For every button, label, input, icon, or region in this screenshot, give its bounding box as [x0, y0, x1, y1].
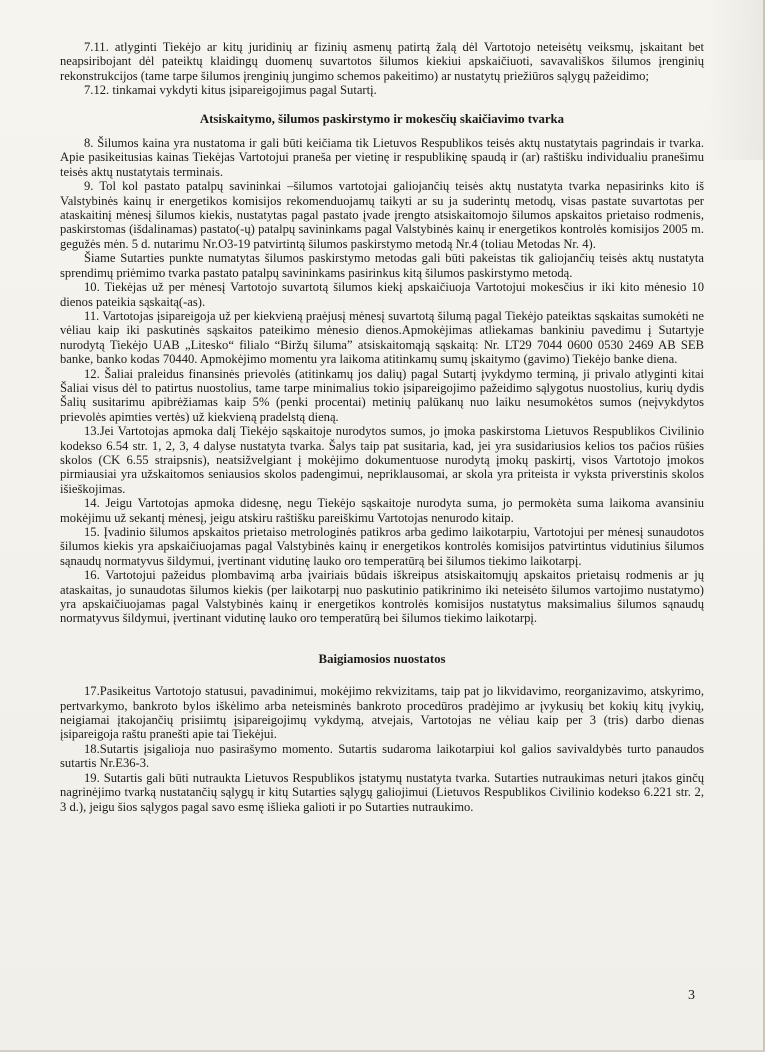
paragraph-19: 19. Sutartis gali būti nutraukta Lietuvos Respublikos įstatymų nustatyta tvarka. Sutarties nutraukimas neturi įtakos ginčų nagrinėjimo tvarką nustatančių sąlygų ir kitų Sutarties sąlygų galiojimui (Lietuvos Respublikos Civilinio kodekso 6.221 str. 2, 3 d.), jeigu šios sąlygos pagal savo esmę išlieka galioti ir po Sutarties nutraukimo. — [60, 770, 704, 814]
paragraph-18: 18.Sutartis įsigalioja nuo pasirašymo momento. Sutartis sudaroma laikotarpiui kol galios savivaldybės turto panaudos sutartis Nr.E36-3. — [60, 741, 704, 771]
paragraph-9-note: Šiame Sutarties punkte numatytas šilumos paskirstymo metodas gali būti pakeistas tik galiojančių teisės aktų nustatyta sprendimų priėmimo tvarka pastato patalpų savininkams pasirinkus kitą šilumos paskirstymo metodą. — [60, 251, 704, 280]
paragraph-12: 12. Šaliai praleidus finansinės prievolės (atitinkamų jos dalių) pagal Sutartį įvykdymo terminą, ji privalo atlyginti kitai Šaliai visus dėl to patirtus nuostolius, tame tarpe minimalius tokio įsipareigojimo pažeidimo sąlygotus nuostolius, kurių dydis Šalių susitarimu apibrėžiamas kaip 5% (penki procentai) metinių palūkanų nuo laiku nesumokėtos sumos (neįvykdytos prievolės apimties vertės) už kiekvieną pradelstą dieną. — [60, 366, 704, 424]
page-number: 3 — [688, 988, 695, 1003]
page-edge-shadow — [709, 0, 763, 160]
paragraph-17: 17.Pasikeitus Vartotojo statusui, pavadinimui, mokėjimo rekvizitams, taip pat jo likvidavimo, reorganizavimo, atskyrimo, pertvarkymo, bankroto bylos iškėlimo arba neteisminės bankroto procedūros pradėjimo ar įvykusių bet kokių kitų įvykių, neigiamai įtakojančių prisiimtų įsipareigojimų vykdymą, atvejais, Vartotojas ne vėliau kaip per 3 (tris) darbo dienas įsipareigoja raštu pranešti apie tai Tiekėjui. — [60, 684, 704, 742]
paragraph-14: 14. Jeigu Vartotojas apmoka didesnę, negu Tiekėjo sąskaitoje nurodyta suma, jo permokėta suma laikoma avansiniu mokėjimu už sekantį mėnesį, jeigu atskiru raštišku pareiškimu Vartotojas nenurodo kitaip. — [60, 496, 704, 525]
document-body — [60, 40, 704, 814]
paragraph-10: 10. Tiekėjas už per mėnesį Vartotojo suvartotą šilumos kiekį apskaičiuoja Vartotojui mokesčius ir iki kito mėnesio 10 dienos pateikia sąskaitą(-as). — [60, 280, 704, 309]
section-heading-settlement: Atsiskaitymo, šilumos paskirstymo ir mokesčių skaičiavimo tvarka — [199, 111, 565, 126]
paragraph-7-11: 7.11. atlyginti Tiekėjo ar kitų juridinių ar fizinių asmenų patirtą žalą dėl Vartotojo neteisėtų veiksmų, įskaitant bet neapsiribojant dėl pateiktų klaidingų duomenų suvartotos šilumos kiekiui apskaičiuoti, savavališkos šilumos įrenginių rekonstrukcijos (tame tarpe šilumos įrenginių jungimo schemos pakeitimo) ar nustatytų priežiūros sąlygų pažeidimo; — [60, 40, 704, 83]
paragraph-15: 15. Įvadinio šilumos apskaitos prietaiso metrologinės patikros arba gedimo laikotarpiu, Vartotojui per mėnesį sunaudotos šilumos kiekis yra apskaičiuojamas pagal Valstybinės kainų ir energetikos kontrolės komisijos patvirtintus vidutinius šilumos sąnaudų normatyvus šildymui, įvertinant vidutinę lauko oro temperatūrą bei šilumos tiekimo laikotarpį. — [60, 525, 704, 568]
paragraph-16: 16. Vartotojui pažeidus plombavimą arba įvairiais būdais iškreipus atsiskaitomųjų apskaitos prietaisų rodmenis ar jų ataskaitas, jo sunaudotas šilumos kiekis (per laikotarpį nuo paskutinio patikrinimo iki neteisėto šilumos vartojimo nustatymo) yra apskaičiuojamas pagal Valstybinės kainų ir energetikos kontrolės komisijos nustatytus maksimalius šilumos sąnaudų normatyvus šildymui, įvertinant vidutinę lauko oro temperatūrą bei šilumos tiekimo laikotarpį. — [60, 568, 704, 626]
paragraph-7-12: 7.12. tinkamai vykdyti kitus įsipareigojimus pagal Sutartį. — [84, 83, 377, 98]
paragraph-11: 11. Vartotojas įsipareigoja už per kiekvieną praėjusį mėnesį suvartotą šilumą pagal Tiekėjo pateiktas sąskaitas sumokėti ne vėliau kaip iki paskutinės sąskaitos pateikimo mėnesio dienos.Apmokėjimas atliekamas bankiniu pavedimu į Sutartyje nurodytą Tiekėjo UAB „Litesko“ filialo “Biržų šiluma” atsiskaitomąją sąskaitą: Nr. LT29 7044 0600 0530 2469 AB SEB banke, banko kodas 70440. Apmokėjimo momentu yra laikoma atitinkamų sumų įskaitymo (gavimo) Tiekėjo banke diena. — [60, 308, 704, 367]
paragraph-9: 9. Tol kol pastato patalpų savininkai –šilumos vartotojai galiojančių teisės aktų nustatyta tvarka nepasirinks kito iš Valstybinės kainų ir energetikos komisijos rekomenduojamų taikyti ar su ja suderintų metodų, visas pastate suvartotas per ataskaitinį mėnesį šilumos kiekis, nustatytas pagal pastato įvade įrengto atsiskaitomojo šilumos apskaitos prietaiso rodmenis, paskirstomas (išdalinamas) pastato(-ų) patalpų savininkams pagal Valstybinės kainų ir energetikos kontrolės komisijos 2005 m. gegužės mėn. 5 d. nutarimu Nr.O3-19 patvirtintą šilumos paskirstymo metodą Nr.4 (toliau Metodas Nr. 4). — [60, 179, 704, 251]
paragraph-13: 13.Jei Vartotojas apmoka dalį Tiekėjo sąskaitoje nurodytos sumos, jo įmoka paskirstoma Lietuvos Respublikos Civilinio kodekso 6.54 str. 1, 2, 3, 4 dalyse nustatyta tvarka. Šalys taip pat susitaria, kad, jei yra susidariusios kelios tos pačios rūšies skolos (CK 6.55 straipsnis), neatsižvelgiant į mokėjimo dokumentuose nurodytą įmokų paskirtį, visos Vartotojo įmokos pirmiausiai yra užskaitomos seniausios skolos padengimui, nepriklausomai, ar skola yra priteista ir vyksta priverstinis skolos išieškojimas. — [60, 424, 704, 496]
paragraph-8: 8. Šilumos kaina yra nustatoma ir gali būti keičiama tik Lietuvos Respublikos teisės aktų nustatytais pagrindais ir tvarka. Apie pasikeitusias kainas Tiekėjas Vartotojui praneša per vietinę ir respublikinę spaudą ir (ar) raštišku individualiu pranešimu teisės aktų nustatytais terminais. — [60, 136, 704, 179]
section-heading-final-provisions: Baigiamosios nuostatos — [318, 651, 446, 666]
